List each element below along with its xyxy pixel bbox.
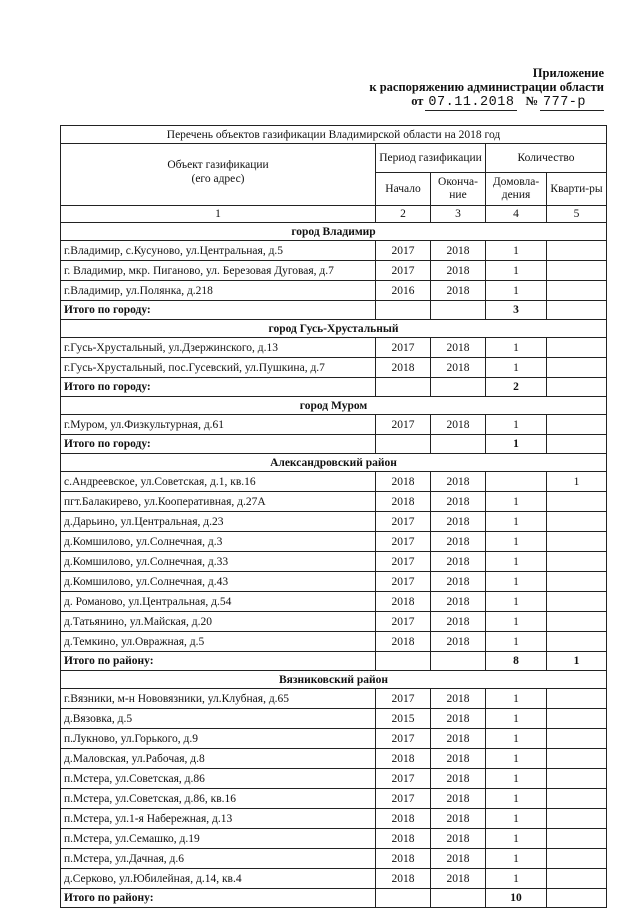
total-label: Итого по городу: xyxy=(61,301,376,320)
address-cell: г.Гусь-Хрустальный, пос.Гусевский, ул.Пушкина, д.7 xyxy=(61,358,376,378)
apartments-cell xyxy=(547,572,607,592)
total-row xyxy=(61,378,607,397)
houses-cell: 1 xyxy=(486,261,547,281)
column-index: 4 xyxy=(486,206,547,223)
table-row xyxy=(61,338,607,358)
end-year-cell: 2018 xyxy=(431,632,486,652)
table-title-row xyxy=(61,126,607,144)
order-reference: к распоряжению администрации области xyxy=(369,80,604,94)
object-column-header xyxy=(61,144,376,206)
total-empty-cell xyxy=(376,435,431,454)
houses-cell: 1 xyxy=(486,492,547,512)
end-header: Оконча-ние xyxy=(431,173,486,206)
total-apartments xyxy=(547,378,607,397)
start-year-cell: 2017 xyxy=(376,241,431,261)
end-year-cell: 2018 xyxy=(431,552,486,572)
address-cell: д.Темкино, ул.Овражная, д.5 xyxy=(61,632,376,652)
section-header-row xyxy=(61,397,607,415)
section-title: город Муром xyxy=(61,397,607,415)
houses-cell: 1 xyxy=(486,241,547,261)
start-year-cell: 2018 xyxy=(376,749,431,769)
address-cell: д. Романово, ул.Центральная, д.54 xyxy=(61,592,376,612)
end-year-cell: 2018 xyxy=(431,689,486,709)
total-empty-cell xyxy=(376,652,431,671)
order-date-number xyxy=(284,94,604,111)
document-header xyxy=(284,66,604,111)
start-year-cell: 2018 xyxy=(376,869,431,889)
total-row xyxy=(61,301,607,320)
apartments-cell xyxy=(547,749,607,769)
start-year-cell: 2018 xyxy=(376,849,431,869)
quantity-header: Количество xyxy=(486,144,607,173)
apartments-cell xyxy=(547,512,607,532)
start-year-cell: 2018 xyxy=(376,358,431,378)
apartments-cell xyxy=(547,689,607,709)
section-title: город Гусь-Хрустальный xyxy=(61,320,607,338)
houses-cell: 1 xyxy=(486,512,547,532)
table-row xyxy=(61,512,607,532)
address-cell: п.Мстера, ул.Семашко, д.19 xyxy=(61,829,376,849)
total-apartments xyxy=(547,435,607,454)
address-cell: с.Андреевское, ул.Советская, д.1, кв.16 xyxy=(61,472,376,492)
start-year-cell: 2015 xyxy=(376,709,431,729)
start-year-cell: 2018 xyxy=(376,829,431,849)
apartments-cell xyxy=(547,789,607,809)
apartments-cell xyxy=(547,358,607,378)
apartments-cell xyxy=(547,729,607,749)
start-year-cell: 2017 xyxy=(376,689,431,709)
address-cell: п.Мстера, ул.1-я Набережная, д.13 xyxy=(61,809,376,829)
total-label: Итого по району: xyxy=(61,652,376,671)
start-year-cell: 2017 xyxy=(376,415,431,435)
apartments-cell xyxy=(547,869,607,889)
end-year-cell: 2018 xyxy=(431,809,486,829)
total-houses: 8 xyxy=(486,652,547,671)
total-houses: 3 xyxy=(486,301,547,320)
table-row xyxy=(61,592,607,612)
address-cell: пгт.Балакирево, ул.Кооперативная, д.27А xyxy=(61,492,376,512)
end-year-cell: 2018 xyxy=(431,241,486,261)
table-row xyxy=(61,789,607,809)
end-year-cell: 2018 xyxy=(431,358,486,378)
total-empty-cell xyxy=(431,435,486,454)
houses-cell: 1 xyxy=(486,552,547,572)
table-row xyxy=(61,472,607,492)
date-prefix: от xyxy=(411,94,424,108)
column-index: 5 xyxy=(547,206,607,223)
table-row xyxy=(61,849,607,869)
address-cell: д.Маловская, ул.Рабочая, д.8 xyxy=(61,749,376,769)
apartments-cell xyxy=(547,809,607,829)
object-header-line2: (его адрес) xyxy=(191,173,245,185)
apartments-cell: 1 xyxy=(547,472,607,492)
start-year-cell: 2017 xyxy=(376,338,431,358)
table-row xyxy=(61,809,607,829)
end-year-cell: 2018 xyxy=(431,512,486,532)
column-index: 3 xyxy=(431,206,486,223)
start-year-cell: 2018 xyxy=(376,592,431,612)
section-header-row xyxy=(61,223,607,241)
column-index: 2 xyxy=(376,206,431,223)
total-label: Итого по городу: xyxy=(61,378,376,397)
table-row xyxy=(61,281,607,301)
address-cell: п.Мстера, ул.Советская, д.86 xyxy=(61,769,376,789)
total-apartments xyxy=(547,301,607,320)
houses-cell: 1 xyxy=(486,849,547,869)
start-year-cell: 2017 xyxy=(376,572,431,592)
end-year-cell: 2018 xyxy=(431,532,486,552)
houses-cell: 1 xyxy=(486,709,547,729)
houses-cell: 1 xyxy=(486,749,547,769)
start-year-cell: 2016 xyxy=(376,281,431,301)
total-empty-cell xyxy=(376,378,431,397)
address-cell: д.Серково, ул.Юбилейная, д.14, кв.4 xyxy=(61,869,376,889)
table-row xyxy=(61,689,607,709)
apartments-cell xyxy=(547,849,607,869)
total-houses: 10 xyxy=(486,889,547,908)
start-year-cell: 2018 xyxy=(376,632,431,652)
start-year-cell: 2017 xyxy=(376,769,431,789)
address-cell: г. Владимир, мкр. Пиганово, ул. Березовая Дуговая, д.7 xyxy=(61,261,376,281)
table-row xyxy=(61,552,607,572)
total-houses: 2 xyxy=(486,378,547,397)
apartments-cell xyxy=(547,281,607,301)
start-year-cell: 2018 xyxy=(376,472,431,492)
address-cell: г.Владимир, с.Кусуново, ул.Центральная, д.5 xyxy=(61,241,376,261)
houses-cell: 1 xyxy=(486,869,547,889)
apartments-cell xyxy=(547,592,607,612)
apartments-cell xyxy=(547,769,607,789)
end-year-cell: 2018 xyxy=(431,869,486,889)
column-index: 1 xyxy=(61,206,376,223)
address-cell: г.Владимир, ул.Полянка, д.218 xyxy=(61,281,376,301)
total-empty-cell xyxy=(431,301,486,320)
houses-cell: 1 xyxy=(486,532,547,552)
section-header-row xyxy=(61,454,607,472)
gasification-table xyxy=(60,125,607,908)
start-year-cell: 2018 xyxy=(376,809,431,829)
end-year-cell: 2018 xyxy=(431,769,486,789)
apartments-cell xyxy=(547,261,607,281)
period-header: Период газификации xyxy=(376,144,486,173)
address-cell: д.Комшилово, ул.Солнечная, д.3 xyxy=(61,532,376,552)
apartments-cell xyxy=(547,532,607,552)
end-year-cell: 2018 xyxy=(431,592,486,612)
appendix-label: Приложение xyxy=(532,66,604,80)
address-cell: д.Татьянино, ул.Майская, д.20 xyxy=(61,612,376,632)
houses-cell: 1 xyxy=(486,789,547,809)
table-row xyxy=(61,829,607,849)
apartments-cell xyxy=(547,492,607,512)
table-row xyxy=(61,749,607,769)
houses-cell: 1 xyxy=(486,829,547,849)
end-year-cell: 2018 xyxy=(431,749,486,769)
start-year-cell: 2017 xyxy=(376,729,431,749)
object-header-line1: Объект газификации xyxy=(167,159,269,171)
start-year-cell: 2017 xyxy=(376,532,431,552)
houses-cell: 1 xyxy=(486,612,547,632)
address-cell: д.Комшилово, ул.Солнечная, д.33 xyxy=(61,552,376,572)
apartments-cell xyxy=(547,241,607,261)
houses-cell: 1 xyxy=(486,729,547,749)
houses-cell: 1 xyxy=(486,809,547,829)
end-year-cell: 2018 xyxy=(431,338,486,358)
start-year-cell: 2017 xyxy=(376,612,431,632)
apartments-cell xyxy=(547,829,607,849)
total-empty-cell xyxy=(431,378,486,397)
houses-cell: 1 xyxy=(486,689,547,709)
table-title: Перечень объектов газификации Владимирской области на 2018 год xyxy=(61,126,607,144)
total-apartments: 1 xyxy=(547,652,607,671)
table-row xyxy=(61,261,607,281)
houses-cell xyxy=(486,472,547,492)
houses-cell: 1 xyxy=(486,572,547,592)
end-year-cell: 2018 xyxy=(431,849,486,869)
houses-cell: 1 xyxy=(486,769,547,789)
start-year-cell: 2017 xyxy=(376,512,431,532)
end-year-cell: 2018 xyxy=(431,572,486,592)
address-cell: г.Вязники, м-н Нововязники, ул.Клубная, д.65 xyxy=(61,689,376,709)
table-body xyxy=(61,126,607,908)
number-prefix: № xyxy=(525,94,538,108)
section-title: Александровский район xyxy=(61,454,607,472)
houses-cell: 1 xyxy=(486,592,547,612)
houses-cell: 1 xyxy=(486,632,547,652)
houses-cell: 1 xyxy=(486,358,547,378)
start-header: Начало xyxy=(376,173,431,206)
total-row xyxy=(61,652,607,671)
apartments-cell xyxy=(547,415,607,435)
address-cell: п.Мстера, ул.Дачная, д.6 xyxy=(61,849,376,869)
table-row xyxy=(61,709,607,729)
table-row xyxy=(61,532,607,552)
start-year-cell: 2018 xyxy=(376,492,431,512)
end-year-cell: 2018 xyxy=(431,709,486,729)
total-row xyxy=(61,435,607,454)
end-year-cell: 2018 xyxy=(431,612,486,632)
table-row xyxy=(61,492,607,512)
end-year-cell: 2018 xyxy=(431,492,486,512)
houses-cell: 1 xyxy=(486,281,547,301)
total-houses: 1 xyxy=(486,435,547,454)
table-row xyxy=(61,769,607,789)
section-header-row xyxy=(61,320,607,338)
end-year-cell: 2018 xyxy=(431,829,486,849)
table-row xyxy=(61,415,607,435)
section-header-row xyxy=(61,671,607,689)
address-cell: г.Муром, ул.Физкультурная, д.61 xyxy=(61,415,376,435)
total-empty-cell xyxy=(376,301,431,320)
end-year-cell: 2018 xyxy=(431,729,486,749)
address-cell: д.Дарьино, ул.Центральная, д.23 xyxy=(61,512,376,532)
total-label: Итого по району: xyxy=(61,889,376,908)
section-title: Вязниковский район xyxy=(61,671,607,689)
total-empty-cell xyxy=(431,652,486,671)
header-row-1 xyxy=(61,144,607,173)
address-cell: д.Комшилово, ул.Солнечная, д.43 xyxy=(61,572,376,592)
section-title: город Владимир xyxy=(61,223,607,241)
apartments-cell xyxy=(547,612,607,632)
apartments-cell xyxy=(547,709,607,729)
order-date: 07.11.2018 xyxy=(425,96,517,111)
table-row xyxy=(61,612,607,632)
table-row xyxy=(61,729,607,749)
address-cell: п.Мстера, ул.Советская, д.86, кв.16 xyxy=(61,789,376,809)
table-row xyxy=(61,869,607,889)
address-cell: г.Гусь-Хрустальный, ул.Дзержинского, д.13 xyxy=(61,338,376,358)
apartments-cell xyxy=(547,552,607,572)
address-cell: д.Вязовка, д.5 xyxy=(61,709,376,729)
table-row xyxy=(61,572,607,592)
apartments-header: Кварти-ры xyxy=(547,173,607,206)
order-number: 777-р xyxy=(540,96,604,111)
houses-cell: 1 xyxy=(486,415,547,435)
end-year-cell: 2018 xyxy=(431,415,486,435)
table-row xyxy=(61,632,607,652)
apartments-cell xyxy=(547,338,607,358)
end-year-cell: 2018 xyxy=(431,281,486,301)
end-year-cell: 2018 xyxy=(431,789,486,809)
table-row xyxy=(61,358,607,378)
houses-header: Домовла-дения xyxy=(486,173,547,206)
start-year-cell: 2017 xyxy=(376,552,431,572)
start-year-cell: 2017 xyxy=(376,789,431,809)
address-cell: п.Лукново, ул.Горького, д.9 xyxy=(61,729,376,749)
start-year-cell: 2017 xyxy=(376,261,431,281)
table-row xyxy=(61,241,607,261)
end-year-cell: 2018 xyxy=(431,261,486,281)
end-year-cell: 2018 xyxy=(431,472,486,492)
houses-cell: 1 xyxy=(486,338,547,358)
apartments-cell xyxy=(547,632,607,652)
total-label: Итого по городу: xyxy=(61,435,376,454)
column-index-row xyxy=(61,206,607,223)
